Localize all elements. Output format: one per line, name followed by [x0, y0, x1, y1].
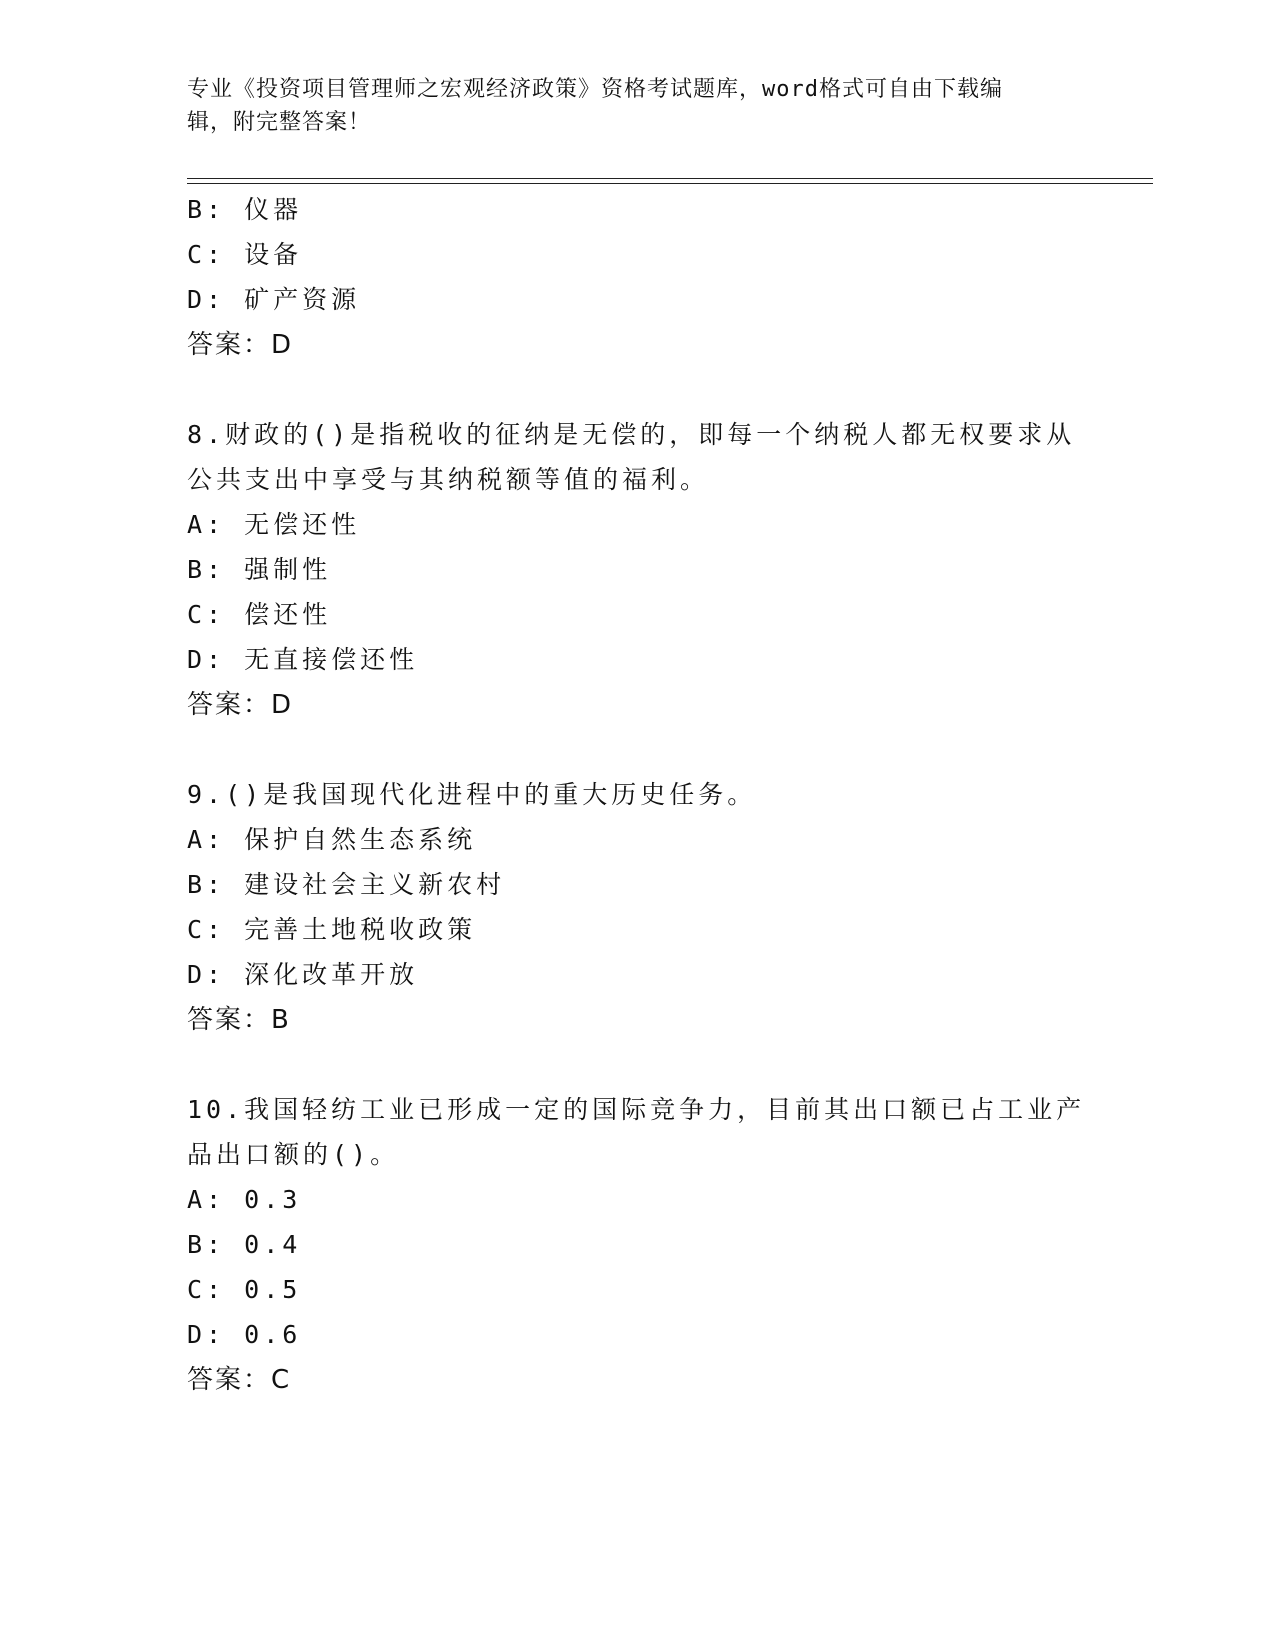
q9-option-c: C: 完善土地税收政策	[187, 915, 477, 944]
q10-answer: 答案：C	[187, 1365, 292, 1395]
q10-option-c: C: 0.5	[187, 1275, 302, 1304]
q8-option-d: D: 无直接偿还性	[187, 645, 419, 674]
q7-option-b: B: 仪器	[187, 195, 303, 224]
q8-stem-line-1: 8.财政的()是指税收的征纳是无偿的，即每一个纳税人都无权要求从	[187, 420, 1076, 449]
q8-option-c: C: 偿还性	[187, 600, 332, 629]
document-header	[187, 73, 1067, 139]
header-divider-top	[187, 178, 1153, 179]
q8-option-b: B: 强制性	[187, 555, 332, 584]
q10-option-d: D: 0.6	[187, 1320, 302, 1349]
q10-stem-line-2: 品出口额的()。	[187, 1140, 400, 1169]
q9-option-a: A: 保护自然生态系统	[187, 825, 477, 854]
q10-option-b: B: 0.4	[187, 1230, 302, 1259]
q7-option-c: C: 设备	[187, 240, 303, 269]
q9-stem-line-1: 9.()是我国现代化进程中的重大历史任务。	[187, 780, 757, 809]
header-divider-bottom	[187, 183, 1153, 184]
q7-answer: 答案：D	[187, 330, 294, 360]
q10-stem-line-1: 10.我国轻纺工业已形成一定的国际竞争力，目前其出口额已占工业产	[187, 1095, 1086, 1124]
q8-answer: 答案：D	[187, 690, 294, 720]
header-line-1: 专业《投资项目管理师之宏观经济政策》资格考试题库，word格式可自由下载编	[187, 77, 1003, 102]
header-line-2: 辑，附完整答案！	[187, 110, 372, 135]
q8-stem-line-2: 公共支出中享受与其纳税额等值的福利。	[187, 465, 710, 494]
q7-option-d: D: 矿产资源	[187, 285, 361, 314]
q9-option-d: D: 深化改革开放	[187, 960, 419, 989]
q9-answer: 答案：B	[187, 1005, 291, 1035]
q10-option-a: A: 0.3	[187, 1185, 302, 1214]
q8-option-a: A: 无偿还性	[187, 510, 361, 539]
q9-option-b: B: 建设社会主义新农村	[187, 870, 506, 899]
